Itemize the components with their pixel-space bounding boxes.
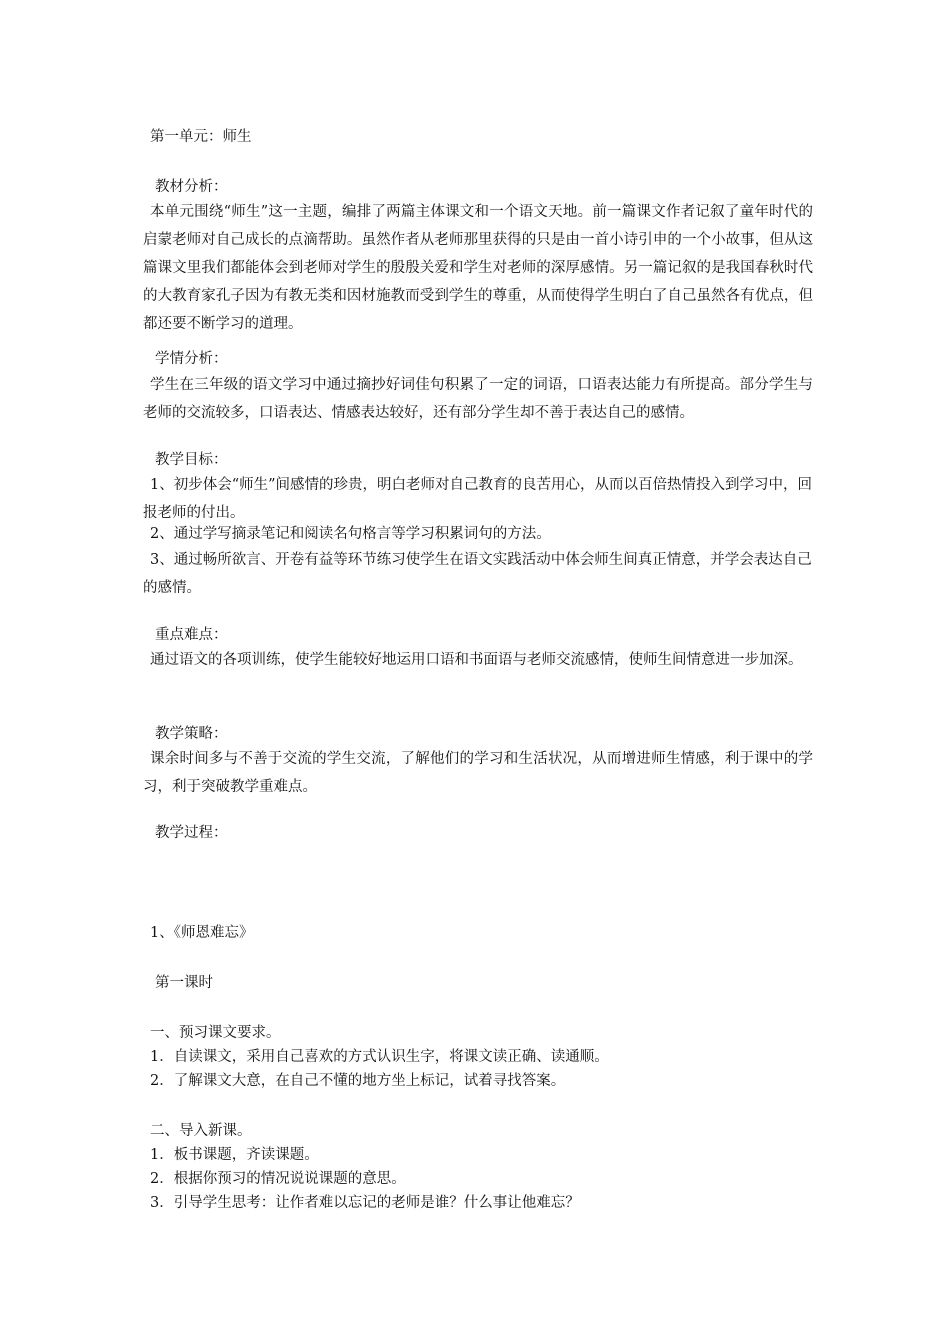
strategy-heading: 教学策略： xyxy=(155,726,228,742)
preview-heading: 一、预习课文要求。 xyxy=(150,1025,281,1041)
teaching-goal-item: 3、通过畅所欲言、开卷有益等环节练习使学生在语文实践活动中体会师生间真正情意，并学会表达自己的感情。 xyxy=(143,552,812,596)
preview-item: 1．自读课文，采用自己喜欢的方式认识生字，将课文读正确、读通顺。 xyxy=(150,1049,609,1065)
teaching-goal-item: 1、初步体会“师生”间感情的珍贵，明白老师对自己教育的良苦用心，从而以百倍热情投入到学习中，回报老师的付出。 xyxy=(143,477,813,521)
unit-title: 第一单元：师生 xyxy=(150,129,252,145)
intro-item: 2．根据你预习的情况说说课题的意思。 xyxy=(150,1171,406,1187)
student-analysis-body: 学生在三年级的语文学习中通过摘抄好词佳句积累了一定的词语，口语表达能力有所提高。部分学生与老师的交流较多，口语表达、情感表达较好，还有部分学生却不善于表达自己的感情。 xyxy=(143,377,813,421)
textbook-analysis-heading: 教材分析： xyxy=(155,179,228,195)
intro-item: 3．引导学生思考：让作者难以忘记的老师是谁？什么事让他难忘？ xyxy=(150,1195,580,1211)
textbook-analysis-body: 本单元围绕“师生”这一主题，编排了两篇主体课文和一个语文天地。前一篇课文作者记叙了童年时代的启蒙老师对自己成长的点滴帮助。虽然作者从老师那里获得的只是由一首小诗引申的一个小故事，但从这篇课文里我们都能体会到老师对学生的殷殷关爱和学生对老师的深厚感情。另一篇记叙的是我国春秋时代的大教育家孔子因为有教无类和因材施教而受到学生的尊重，从而使得学生明白了自己虽然各有优点，但都还要不断学习的道理。 xyxy=(143,204,813,332)
process-heading: 教学过程： xyxy=(155,825,228,841)
intro-item: 1．板书课题，齐读课题。 xyxy=(150,1147,319,1163)
key-points-heading: 重点难点： xyxy=(155,627,228,643)
teaching-goals-heading: 教学目标： xyxy=(155,452,228,468)
lesson-title: 1、《师恩难忘》 xyxy=(150,925,254,941)
lesson-period: 第一课时 xyxy=(155,975,213,991)
student-analysis-heading: 学情分析： xyxy=(155,351,228,367)
preview-item: 2．了解课文大意，在自己不懂的地方坐上标记，试着寻找答案。 xyxy=(150,1073,566,1089)
strategy-body: 课余时间多与不善于交流的学生交流，了解他们的学习和生活状况，从而增进师生情感，利于课中的学习，利于突破教学重难点。 xyxy=(143,751,813,795)
key-points-body: 通过语文的各项训练，使学生能较好地运用口语和书面语与老师交流感情，使师生间情意进一步加深。 xyxy=(150,652,803,668)
teaching-goal-item: 2、通过学写摘录笔记和阅读名句格言等学习积累词句的方法。 xyxy=(150,526,551,542)
intro-heading: 二、导入新课。 xyxy=(150,1123,252,1139)
